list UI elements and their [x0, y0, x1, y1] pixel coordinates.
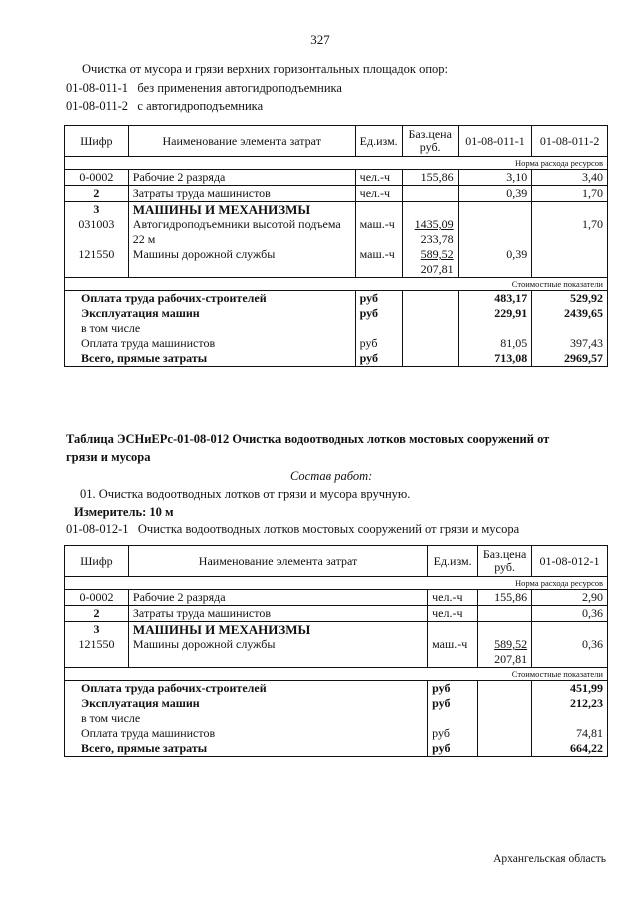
- row-unit: чел.-ч: [428, 590, 478, 606]
- cost-price: [478, 681, 532, 697]
- price-wage: 233,78: [420, 232, 454, 246]
- cost-value-1: 81,05: [458, 336, 532, 351]
- footer-region: Архангельская область: [493, 853, 606, 865]
- row-code: 2: [65, 606, 129, 622]
- code-description: без применения автогидроподъемника: [137, 81, 342, 95]
- row-name: Рабочие 2 разряда: [128, 590, 427, 606]
- row-name: Автогидроподъемники высотой подъема 22 м: [128, 217, 355, 247]
- cost-price: [478, 726, 532, 741]
- cost-value-2: 529,92: [532, 291, 608, 307]
- norm-subheader-row: [65, 157, 608, 170]
- row-code: 0-0002: [65, 590, 129, 606]
- cost-row: [65, 291, 608, 307]
- cost-unit: [428, 711, 478, 726]
- cost-name: Эксплуатация машин: [65, 306, 356, 321]
- cost-name: в том числе: [65, 711, 428, 726]
- cost-price: [478, 696, 532, 711]
- price-base: 589,52: [420, 247, 454, 261]
- header-col-1: 01-08-011-1: [458, 126, 532, 157]
- cost-value-2: 2969,57: [532, 351, 608, 367]
- row-value-2: [532, 247, 608, 278]
- cost-value-1: 713,08: [458, 351, 532, 367]
- cost-value-2: 397,43: [532, 336, 608, 351]
- norm-header: Норма расхода ресурсов: [65, 577, 608, 590]
- cost-value-2: 2439,65: [532, 306, 608, 321]
- cost-value-1: 451,99: [532, 681, 608, 697]
- row-name: Затраты труда машинистов: [128, 606, 427, 622]
- table-title-line-1: Таблица ЭСНиЕРс-01-08-012 Очистка водоотводных лотков мостовых сооружений от: [66, 432, 550, 446]
- cost-unit: руб: [428, 741, 478, 757]
- code-line-3: [66, 522, 519, 537]
- table-row: [65, 637, 608, 668]
- row-value-2: [532, 202, 608, 218]
- cost-header: Стоимостные показатели: [65, 668, 608, 681]
- code-description: Очистка водоотводных лотков мостовых сооружений от грязи и мусора: [137, 522, 520, 536]
- cost-price: [478, 711, 532, 726]
- row-price: [478, 622, 532, 638]
- row-unit: маш.-ч: [355, 217, 402, 247]
- row-value-1: 0,39: [458, 186, 532, 202]
- header-name: Наименование элемента затрат: [128, 126, 355, 157]
- table-header-row: [65, 126, 608, 157]
- row-price: 155,86: [402, 170, 458, 186]
- cost-value-1: [458, 321, 532, 336]
- cost-row: [65, 351, 608, 367]
- cost-unit: руб: [355, 291, 402, 307]
- code-number: 01-08-012-1: [66, 522, 129, 536]
- row-code: 3: [65, 202, 129, 218]
- header-col-1: 01-08-012-1: [532, 546, 608, 577]
- works-item: 01. Очистка водоотводных лотков от грязи и мусора вручную.: [80, 487, 411, 501]
- cost-unit: руб: [428, 681, 478, 697]
- cost-row: [65, 696, 608, 711]
- header-unit: Ед.изм.: [355, 126, 402, 157]
- cost-name: Оплата труда рабочих-строителей: [65, 681, 428, 697]
- row-value-1: [458, 202, 532, 218]
- cost-name: Всего, прямые затраты: [65, 741, 428, 757]
- cost-row: [65, 711, 608, 726]
- table-row: [65, 170, 608, 186]
- row-unit: маш.-ч: [355, 247, 402, 278]
- row-code: 031003: [65, 217, 129, 247]
- code-description: с автогидроподъемника: [137, 99, 264, 113]
- cost-value-1: 212,23: [532, 696, 608, 711]
- row-price: [402, 217, 458, 247]
- cost-row: [65, 741, 608, 757]
- row-value-2: 1,70: [532, 217, 608, 247]
- meter: Измеритель: 10 м: [74, 505, 174, 519]
- cost-value-1: 74,81: [532, 726, 608, 741]
- row-price: 155,86: [478, 590, 532, 606]
- cost-header: Стоимостные показатели: [65, 278, 608, 291]
- row-value-1: 2,90: [532, 590, 608, 606]
- table-row: [65, 186, 608, 202]
- row-name: Машины дорожной службы: [128, 247, 355, 278]
- cost-row: [65, 336, 608, 351]
- cost-unit: [355, 321, 402, 336]
- table-row: [65, 202, 608, 218]
- norm-subheader-row: [65, 577, 608, 590]
- cost-row: [65, 726, 608, 741]
- row-value-1: 3,10: [458, 170, 532, 186]
- cost-unit: руб: [355, 306, 402, 321]
- price-base: 1435,09: [414, 217, 454, 231]
- row-name: Рабочие 2 разряда: [128, 170, 355, 186]
- table-header-row: [65, 546, 608, 577]
- cost-value-1: [532, 711, 608, 726]
- cost-unit: руб: [428, 726, 478, 741]
- row-name: МАШИНЫ И МЕХАНИЗМЫ: [128, 622, 427, 638]
- row-unit: [428, 622, 478, 638]
- row-price: [478, 606, 532, 622]
- row-value-2: 1,70: [532, 186, 608, 202]
- row-unit: маш.-ч: [428, 637, 478, 668]
- cost-row: [65, 321, 608, 336]
- row-name: МАШИНЫ И МЕХАНИЗМЫ: [128, 202, 355, 218]
- price-base: 589,52: [494, 637, 528, 651]
- section-title: Очистка от мусора и грязи верхних горизонтальных площадок опор:: [82, 62, 449, 76]
- code-line-1: [66, 81, 342, 96]
- row-price: [402, 247, 458, 278]
- cost-subheader-row: [65, 278, 608, 291]
- row-unit: чел.-ч: [355, 170, 402, 186]
- header-code: Шифр: [65, 546, 129, 577]
- header-code: Шифр: [65, 126, 129, 157]
- works-title: Состав работ:: [290, 469, 373, 483]
- cost-price: [402, 321, 458, 336]
- row-name: Машины дорожной службы: [128, 637, 427, 668]
- cost-value-1: 664,22: [532, 741, 608, 757]
- cost-price: [478, 741, 532, 757]
- cost-price: [402, 336, 458, 351]
- resources-table-1: [64, 125, 608, 367]
- cost-row: [65, 681, 608, 697]
- row-name: Затраты труда машинистов: [128, 186, 355, 202]
- row-code: 0-0002: [65, 170, 129, 186]
- row-code: 2: [65, 186, 129, 202]
- cost-name: Всего, прямые затраты: [65, 351, 356, 367]
- resources-table-2: [64, 545, 608, 757]
- row-code: 121550: [65, 247, 129, 278]
- header-price: Баз.цена руб.: [402, 126, 458, 157]
- row-unit: чел.-ч: [428, 606, 478, 622]
- header-price: Баз.цена руб.: [478, 546, 532, 577]
- table-row: [65, 606, 608, 622]
- row-price: [402, 202, 458, 218]
- table-row: [65, 622, 608, 638]
- cost-name: Оплата труда рабочих-строителей: [65, 291, 356, 307]
- table-title-line-2: грязи и мусора: [66, 450, 151, 464]
- cost-unit: руб: [428, 696, 478, 711]
- price-wage: 207,81: [494, 652, 528, 666]
- row-code: 3: [65, 622, 129, 638]
- row-price: [478, 637, 532, 668]
- cost-name: Эксплуатация машин: [65, 696, 428, 711]
- table-row: [65, 590, 608, 606]
- row-value-1: 0,36: [532, 606, 608, 622]
- code-line-2: [66, 99, 263, 114]
- row-value-1: [458, 217, 532, 247]
- header-col-2: 01-08-011-2: [532, 126, 608, 157]
- cost-unit: руб: [355, 336, 402, 351]
- code-number: 01-08-011-1: [66, 81, 129, 95]
- page-number: 327: [310, 32, 330, 47]
- table-row: [65, 247, 608, 278]
- cost-unit: руб: [355, 351, 402, 367]
- cost-price: [402, 306, 458, 321]
- row-value-1: [532, 622, 608, 638]
- cost-value-1: 229,91: [458, 306, 532, 321]
- row-value-1: 0,39: [458, 247, 532, 278]
- cost-subheader-row: [65, 668, 608, 681]
- cost-row: [65, 306, 608, 321]
- row-value-2: 3,40: [532, 170, 608, 186]
- norm-header: Норма расхода ресурсов: [65, 157, 608, 170]
- cost-price: [402, 351, 458, 367]
- row-price: [402, 186, 458, 202]
- cost-value-1: 483,17: [458, 291, 532, 307]
- cost-name: в том числе: [65, 321, 356, 336]
- cost-value-2: [532, 321, 608, 336]
- code-number: 01-08-011-2: [66, 99, 129, 113]
- header-unit: Ед.изм.: [428, 546, 478, 577]
- header-name: Наименование элемента затрат: [128, 546, 427, 577]
- row-unit: чел.-ч: [355, 186, 402, 202]
- row-value-1: 0,36: [532, 637, 608, 668]
- cost-name: Оплата труда машинистов: [65, 336, 356, 351]
- row-code: 121550: [65, 637, 129, 668]
- table-row: [65, 217, 608, 247]
- row-unit: [355, 202, 402, 218]
- cost-price: [402, 291, 458, 307]
- price-wage: 207,81: [420, 262, 454, 276]
- cost-name: Оплата труда машинистов: [65, 726, 428, 741]
